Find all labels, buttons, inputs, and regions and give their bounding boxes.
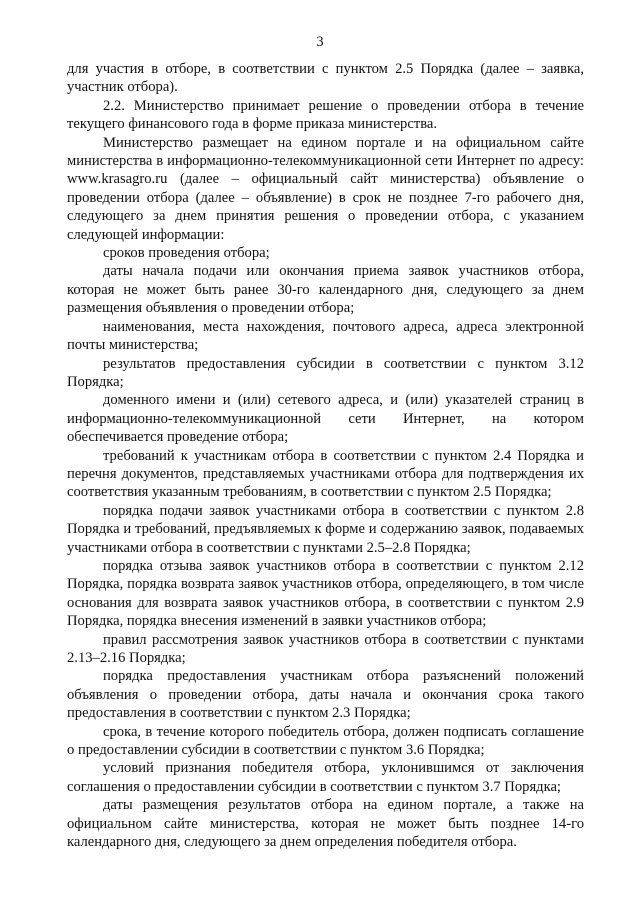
list-item-domain: доменного имени и (или) сетевого адреса, и (или) указателей страниц в информационно-телекоммуникационной сети Интернет, на котором обеспечивается проведение отбора; [67, 392, 584, 446]
list-item-dates: даты начала подачи или окончания приема заявок участников отбора, которая не может быть ранее 30-го календарного дня, следующего за днем размещения объявления о проведении отбора; [67, 263, 584, 317]
paragraph-announcement: Министерство размещает на едином портале и на официальном сайте министерства в информационно-телекоммуникационной сети Интернет по адресу: www.krasagro.ru (далее – официальный сайт министерства) объявление о проведении отбора (далее – объявление) в срок не позднее 7-го рабочего дня, следующего за днем принятия решения о проведении отбора, с указанием следующей информации: [67, 134, 584, 243]
paragraph-intro-continuation: для участия в отборе, в соответствии с пунктом 2.5 Порядка (далее – заявка, участник отбора). [67, 61, 584, 96]
list-item-terms: сроков проведения отбора; [103, 245, 270, 262]
list-item-requirements: требований к участникам отбора в соответствии с пунктом 2.4 Порядка и перечня документов, представляемых участниками отбора для подтверждения их соответствия указанным требованиям, в соответствии с пунктом 2.5 Порядка; [67, 447, 584, 501]
list-item-signing-term: срока, в течение которого победитель отбора, должен подписать соглашение о предоставлении субсидии в соответствии с пунктом 3.6 Порядка; [67, 723, 584, 759]
document-body [67, 60, 584, 851]
paragraph-2-2: 2.2. Министерство принимает решение о проведении отбора в течение текущего финансового года в форме приказа министерства. [67, 97, 584, 133]
list-item-results: результатов предоставления субсидии в соответствии с пунктом 3.12 Порядка; [67, 355, 584, 390]
list-item-ministry-address: наименования, места нахождения, почтового адреса, адреса электронной почты министерства; [67, 318, 584, 354]
list-item-publication-date: даты размещения результатов отбора на едином портале, а также на официальном сайте министерства, которая не может быть позднее 14-го календарного дня, следующего за днем определения победителя отбора. [67, 797, 584, 851]
list-item-review-rules: правил рассмотрения заявок участников отбора в соответствии с пунктами 2.13–2.16 Порядка; [67, 631, 584, 666]
list-item-withdrawal: порядка отзыва заявок участников отбора в соответствии с пунктом 2.12 Порядка, порядка возврата заявок участников отбора, определяющего, в том числе основания для возврата заявок участников отбора, в соответствии с пунктом 2.9 Порядка, порядка внесения изменений в заявки участников отбора; [67, 557, 584, 630]
page-number: 3 [316, 34, 324, 50]
list-item-clarifications: порядка предоставления участникам отбора разъяснений положений объявления о проведении отбора, даты начала и окончания срока такого предоставления в соответствии с пунктом 2.3 Порядка; [67, 668, 584, 722]
list-item-submission: порядка подачи заявок участниками отбора в соответствии с пунктом 2.8 Порядка и требований, предъявляемых к форме и содержанию заявок, подаваемых участниками отбора в соответствии с пунктами 2.5–2.8 Порядка; [67, 502, 584, 556]
list-item-evasion: условий признания победителя отбора, уклонившимся от заключения соглашения о предоставлении субсидии в соответствии с пунктом 3.7 Порядка; [67, 760, 584, 795]
